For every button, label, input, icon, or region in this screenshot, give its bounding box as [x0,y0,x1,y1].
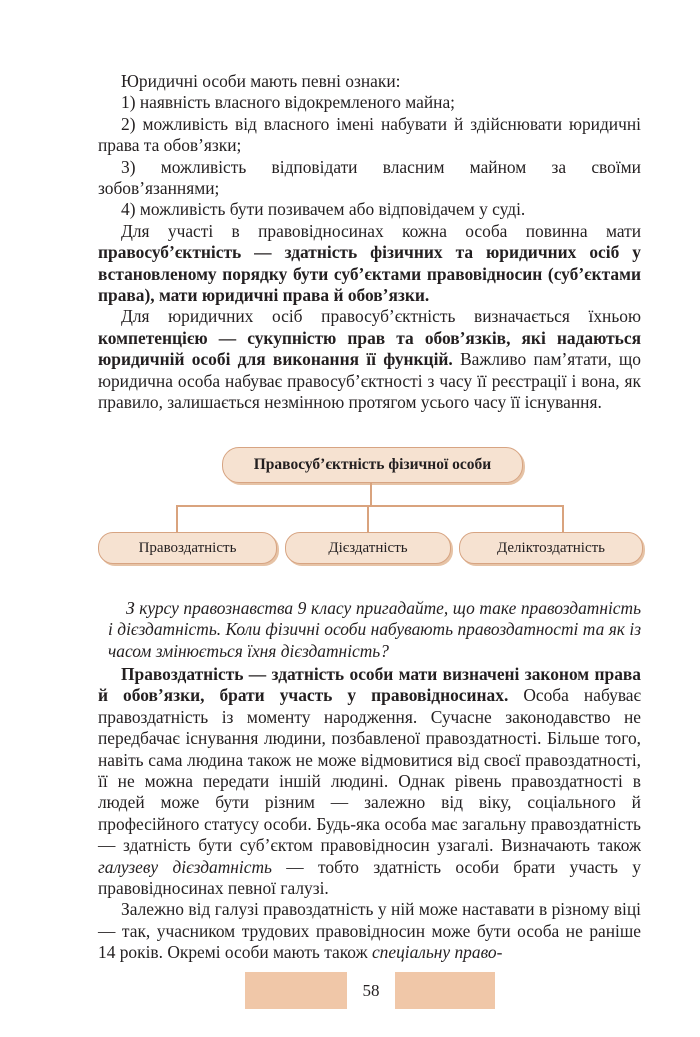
definition-legal-capacity: правосуб’єктність — здатність фізичних та юридичних осіб у встановленому порядку бути суб’єктами правовідносин (суб’єктами права), мати юридичні права й обов’язки. [98,242,641,306]
term-branch-capacity: галузеву дієздатність [98,856,272,877]
paragraph-pravozdatnist: Правоздатність — здатність особи мати визначені законом права й обов’язки, брати участь у правовідносинах. Особа набуває правоздатність із моменту народження. Сучасне законодавство не передбачає існування людини, позбавленої правоздатності. Більше того, навіть сама людина також не може відмовитися від своєї правоздатності, її не можна передати іншій людині. Однак рівень правоздатності в людей може бути різним — залежно від віку, соціального й професійного статусу особи. Будь-яка особа має загальну правоздатність — здатність бути суб’єктом правовідносин узагалі. Визначають також галузеву дієздатність — тобто здатність особи брати участь у правовідносинах певної галузі. [98,664,641,899]
paragraph-legal-entities: Для юридичних осіб правосуб’єктність визначається їхньою компетенцією — сукупністю прав та обов’язків, які надаються юридичній особі для виконання її функцій. Важливо пам’ятати, що юридична особа набуває правосуб’єктності з часу її реєстрації і вона, як правило, залишається незмінною протягом усього часу її існування. [98,306,641,413]
connector-line [367,505,369,532]
list-item: 1) наявність власного відокремленого майна; [121,92,456,113]
diagram-box-tort-capacity: Деліктоздатність [459,532,643,564]
connector-line [370,483,372,506]
connector-line [562,505,564,532]
list-item: 2) можливість від власного імені набувати й здійснювати юридичні права та обов’язки; [98,113,641,156]
connector-line [176,505,178,532]
page-number: 58 [362,981,380,1000]
definition-competence: компетенцією — сукупністю прав та обов’язків, які надаються юридичній особі для виконання її функцій. [98,327,641,370]
list-item: 4) можливість бути позивачем або відповідачем у суді. [121,199,526,220]
definition-pravozdatnist: Правоздатність — здатність особи мати визначені законом права й обов’язки, брати участь у правовідносинах. [98,664,641,706]
paragraph-branch-age: Залежно від галузі правоздатність у ній може наставати в різному віці — так, учасником трудових правовідносин може бути особа не раніше 14 років. Окремі особи мають також спеціальну право- [98,899,641,963]
footer-bar-right [395,972,495,1009]
list-item: 3) можливість відповідати власним майном за своїми зобов’язаннями; [98,156,641,199]
footer-bar-left [245,972,347,1009]
diagram-main-box: Правосуб’єктність фізичної особи [222,447,523,483]
term-special-capacity: спеціальну право- [371,942,503,963]
intro-text-block [98,71,641,414]
paragraph-legal-capacity: Для участі в правовідносинах кожна особа повинна мати правосуб’єктність — здатність фізичних та юридичних осіб у встановленому порядку бути суб’єктами правовідносин (суб’єктами права), мати юридичні права й обов’язки. [98,220,641,306]
main-text-block [98,664,641,964]
intro-line: Юридичні особи мають певні ознаки: [121,71,401,91]
connector-line [176,505,564,507]
diagram-box-active-capacity: Дієздатність [285,532,451,564]
diagram-box-legal-capacity: Правоздатність [98,532,277,564]
review-question: З курсу правознавства 9 класу пригадайте, що таке правоздатність і дієздатність. Коли фізичні особи набувають правоздатності та як із часом змінюється їхня дієздатність? [108,598,641,661]
